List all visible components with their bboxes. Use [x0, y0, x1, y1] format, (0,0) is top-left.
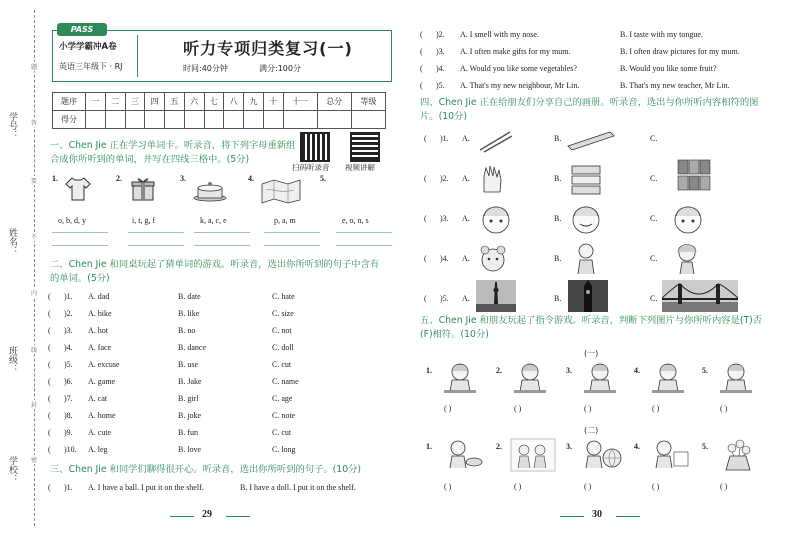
- answer-blank[interactable]: ( ): [720, 404, 728, 413]
- score-table-cell: 题序: [53, 93, 86, 111]
- question-row[interactable]: ( )1. A. dad B. date C. hate: [48, 292, 295, 301]
- gift-picture: [130, 176, 156, 202]
- page-title: 听力专项归类复习(一): [183, 39, 353, 58]
- option-b[interactable]: B. girl: [178, 394, 199, 403]
- score-input-cell[interactable]: [145, 111, 165, 129]
- grade-label: 英语三年级下 · RJ: [59, 62, 123, 71]
- item-number: 5.: [702, 366, 708, 375]
- option-b[interactable]: B. I taste with my tongue.: [620, 30, 703, 39]
- question-number: )9.: [64, 428, 73, 437]
- question-row[interactable]: ( )7. A. cat B. girl C. age: [48, 394, 293, 403]
- score-table-cell: 五: [165, 93, 185, 111]
- seal-char: 内: [31, 290, 38, 297]
- girl-picture: [672, 242, 702, 276]
- option-b[interactable]: B. I have a doll. I put it on the shelf.: [240, 483, 356, 492]
- seal-char: 题: [31, 64, 38, 71]
- option-c[interactable]: C. note: [272, 411, 296, 420]
- seal-char: 封: [31, 402, 38, 409]
- option-a[interactable]: A.: [462, 254, 470, 263]
- answer-blank[interactable]: ( ): [444, 482, 452, 491]
- section2-title: 二、Chen Jie 和同桌玩起了猜单词的游戏。听录音，选出你所听到的句子中含有的单词。(5分): [50, 259, 380, 284]
- question-row[interactable]: ( )8. A. home B. joke C. note: [48, 411, 296, 420]
- option-c[interactable]: C. not: [272, 326, 292, 335]
- question-number: )4.: [436, 64, 445, 73]
- option-c[interactable]: C. hate: [272, 292, 295, 301]
- score-input-cell[interactable]: [263, 111, 283, 129]
- question-row[interactable]: ( )4. A. B. C.: [424, 248, 774, 288]
- section4-list: [424, 128, 774, 328]
- letters: p, a, m: [274, 216, 296, 225]
- score-table-cell: 等级: [351, 93, 385, 111]
- score-input-cell[interactable]: [224, 111, 244, 129]
- score-input-cell[interactable]: [184, 111, 204, 129]
- girl-at-desk-picture: [716, 362, 756, 396]
- cake-picture: [192, 180, 228, 202]
- score-table-cell: 十: [263, 93, 283, 111]
- question-row[interactable]: ( )10. A. leg B. love C. long: [48, 445, 296, 454]
- option-b[interactable]: B.: [554, 174, 562, 183]
- question-row[interactable]: ( )5. A. excuse B. use C. cut: [48, 360, 292, 369]
- question-number: )1.: [64, 292, 73, 301]
- score-table-cell: 三: [125, 93, 145, 111]
- option-c[interactable]: C. cut: [272, 428, 292, 437]
- option-b[interactable]: B. dance: [178, 343, 206, 352]
- clock-tower-photo: [568, 280, 608, 312]
- option-b[interactable]: B. fun: [178, 428, 198, 437]
- option-b[interactable]: B.: [554, 294, 562, 303]
- answer-blank[interactable]: ( ): [514, 404, 522, 413]
- map-picture: [260, 178, 302, 204]
- girl-cooking-picture: [440, 438, 484, 472]
- question-row[interactable]: ( )6. A. game B. Jake C. name: [48, 377, 299, 386]
- question-row[interactable]: ( )2. A. B. C.: [424, 168, 774, 208]
- section1-title: 一、Chen Jie 正在学习单词卡。听录音，将下列字母重新组合成你所听到的单词，并写在四线三格中。(5分): [50, 140, 296, 165]
- tower-photo: [476, 280, 516, 312]
- question-number: )4.: [64, 343, 73, 352]
- score-input-cell[interactable]: [125, 111, 145, 129]
- pencils-picture: [568, 162, 604, 196]
- option-a[interactable]: A.: [462, 294, 470, 303]
- ruler-picture: [566, 130, 616, 150]
- part-label-1: (一): [584, 349, 599, 358]
- question-number: )1.: [64, 483, 73, 492]
- writing-lines[interactable]: [336, 232, 392, 246]
- question-number: )5.: [436, 81, 445, 90]
- letters: k, a, c, e: [200, 216, 227, 225]
- option-b[interactable]: B. date: [178, 292, 201, 301]
- option-b[interactable]: B.: [554, 214, 562, 223]
- option-a[interactable]: A. I often make gifts for my mum.: [460, 47, 571, 56]
- class-label: 班级：: [7, 346, 17, 373]
- option-c[interactable]: C.: [650, 254, 658, 263]
- item-number: 4.: [634, 366, 640, 375]
- question-number: )10.: [64, 445, 77, 454]
- full-score-label: 满分:100分: [259, 64, 301, 73]
- option-c[interactable]: C. long: [272, 445, 296, 454]
- question-number: )4.: [440, 254, 449, 263]
- option-a[interactable]: A. cute: [88, 428, 112, 437]
- seal-char: 线: [31, 347, 38, 354]
- option-b[interactable]: B. I often draw pictures for my mum.: [620, 47, 740, 56]
- flowers-picture: [718, 438, 758, 472]
- header-box: [52, 25, 392, 82]
- score-input-cell[interactable]: [283, 111, 317, 129]
- option-b[interactable]: B.: [554, 134, 562, 143]
- question-number: )3.: [440, 214, 449, 223]
- score-table-score-row: [53, 111, 386, 129]
- option-c[interactable]: C. name: [272, 377, 299, 386]
- option-a[interactable]: A. bike: [88, 309, 112, 318]
- student-id-label: 学号：: [7, 112, 17, 139]
- question-row[interactable]: ( )5. A. B. C.: [424, 288, 774, 328]
- option-b[interactable]: B. That's my new teacher, Mr Lin.: [620, 81, 730, 90]
- question-row[interactable]: ( )3. A. B. C.: [424, 208, 774, 248]
- score-table-cell: 总分: [317, 93, 351, 111]
- part1-row: [424, 362, 774, 422]
- item-number: 2.: [496, 442, 502, 451]
- item-number: 2.: [116, 174, 122, 183]
- item-number: 4.: [634, 442, 640, 451]
- answer-blank[interactable]: ( ): [652, 404, 660, 413]
- bridge-photo: [662, 280, 738, 312]
- writing-lines[interactable]: [194, 232, 250, 246]
- option-b[interactable]: B. love: [178, 445, 202, 454]
- question-row[interactable]: ( )4. A. Would you like some vegetables? B. Would you like some fruit?: [420, 64, 717, 73]
- animal-picture: [476, 244, 510, 274]
- section1-item: [52, 174, 116, 249]
- score-input-cell[interactable]: [317, 111, 351, 129]
- seal-char: 答: [31, 120, 38, 127]
- letters: e, o, n, s: [342, 216, 369, 225]
- hand-picture: [476, 164, 510, 194]
- part2-row: [424, 438, 774, 500]
- option-a[interactable]: A. home: [88, 411, 116, 420]
- item-number: 2.: [496, 366, 502, 375]
- part-label-2: (二): [584, 426, 599, 435]
- option-a[interactable]: A. leg: [88, 445, 108, 454]
- girl-at-desk-picture: [648, 362, 688, 396]
- option-b[interactable]: B. like: [178, 309, 200, 318]
- question-number: )8.: [64, 411, 73, 420]
- option-c[interactable]: C.: [650, 294, 658, 303]
- question-number: )2.: [440, 174, 449, 183]
- option-a[interactable]: A. game: [88, 377, 116, 386]
- score-row-label: 得分: [53, 111, 86, 129]
- option-c[interactable]: C. age: [272, 394, 293, 403]
- question-number: )7.: [64, 394, 73, 403]
- section1-item: [248, 174, 318, 249]
- item-number: 5.: [320, 174, 326, 183]
- seal-char: 不: [31, 234, 38, 241]
- dashed-seal-line: [34, 10, 35, 526]
- answer-blank[interactable]: ( ): [514, 482, 522, 491]
- section5-title: 五、Chen Jie 和朋友玩起了指令游戏。听录音，判断下列图片与你所听内容是(T)否(F)相符。(10分): [420, 315, 763, 340]
- option-a[interactable]: A.: [462, 134, 470, 143]
- item-number: 1.: [426, 442, 432, 451]
- item-number: 1.: [426, 366, 432, 375]
- option-c[interactable]: C. cut: [272, 360, 292, 369]
- score-table-cell: 四: [145, 93, 165, 111]
- question-number: )2.: [64, 309, 73, 318]
- chopsticks-picture: [476, 128, 516, 154]
- girl-face-picture: [568, 202, 604, 236]
- answer-blank[interactable]: ( ): [652, 482, 660, 491]
- section4-title: 四、Chen Jie 正在给朋友们分享自己的画册。听录音，选出与你所听内容相符的图片。(10分): [420, 97, 759, 122]
- score-table-cell: 七: [204, 93, 224, 111]
- girl-with-globe-picture: [580, 438, 624, 472]
- item-number: 3.: [566, 366, 572, 375]
- writing-lines[interactable]: [264, 232, 320, 246]
- answer-blank[interactable]: ( ): [720, 482, 728, 491]
- name-label: 姓名：: [7, 228, 17, 255]
- girl-at-desk-picture: [440, 362, 480, 396]
- option-c[interactable]: C. size: [272, 309, 294, 318]
- item-number: 5.: [702, 442, 708, 451]
- score-table-cell: 九: [244, 93, 264, 111]
- answer-blank[interactable]: ( ): [584, 404, 592, 413]
- writing-lines[interactable]: [52, 232, 108, 246]
- question-row[interactable]: ( )5. A. That's my new neighbour, Mr Lin. B. That's my new teacher, Mr Lin.: [420, 81, 730, 90]
- series-name: 小学学霸冲A卷: [59, 42, 117, 52]
- question-number: )3.: [64, 326, 73, 335]
- question-row[interactable]: ( )2. A. bike B. like C. size: [48, 309, 294, 318]
- option-a[interactable]: A. Would you like some vegetables?: [460, 64, 577, 73]
- option-a[interactable]: A.: [462, 174, 470, 183]
- question-row[interactable]: ( )1. A. I have a ball. I put it on the shelf. B. I have a doll. I put it on the shelf.: [48, 483, 356, 492]
- option-a[interactable]: A. excuse: [88, 360, 120, 369]
- girl-at-desk-picture: [510, 362, 550, 396]
- family-picture: [510, 438, 556, 472]
- girl-drawing-picture: [648, 438, 692, 472]
- question-number: )5.: [440, 294, 449, 303]
- option-a[interactable]: A. That's my new neighbour, Mr Lin.: [460, 81, 580, 90]
- answer-blank[interactable]: ( ): [584, 482, 592, 491]
- header-divider: [137, 35, 138, 77]
- time-label: 时间:40分钟: [183, 64, 228, 73]
- item-number: 3.: [566, 442, 572, 451]
- boy-picture: [572, 242, 600, 276]
- shirt-picture: [64, 176, 92, 202]
- girl-at-desk-picture: [580, 362, 620, 396]
- score-input-cell[interactable]: [165, 111, 185, 129]
- score-table-cell: 二: [105, 93, 125, 111]
- qr-code-audio[interactable]: [300, 132, 330, 162]
- qr-label-audio: 扫码听录音: [292, 163, 330, 172]
- score-input-cell[interactable]: [244, 111, 264, 129]
- option-b[interactable]: B. Would you like some fruit?: [620, 64, 717, 73]
- option-a[interactable]: A. I smell with my nose.: [460, 30, 539, 39]
- option-a[interactable]: A. hot: [88, 326, 108, 335]
- question-number: )5.: [64, 360, 73, 369]
- option-b[interactable]: B.: [554, 254, 562, 263]
- option-a[interactable]: A. I have a ball. I put it on the shelf.: [88, 483, 204, 492]
- writing-lines[interactable]: [128, 232, 184, 246]
- seal-char: 密: [31, 457, 38, 464]
- question-row[interactable]: ( )3. A. hot B. no C. not: [48, 326, 292, 335]
- score-table-cell: 十一: [283, 93, 317, 111]
- page-number-right: 30: [560, 508, 640, 524]
- option-c[interactable]: C. doll: [272, 343, 294, 352]
- item-number: 4.: [248, 174, 254, 183]
- girl-face-picture: [478, 202, 514, 236]
- letters: i, t, g, f: [132, 216, 156, 225]
- question-row[interactable]: ( )1. A. B. C.: [424, 128, 774, 168]
- option-b[interactable]: B. Jake: [178, 377, 202, 386]
- seal-char: 要: [31, 178, 38, 185]
- books-picture: [676, 158, 722, 194]
- letters: o, b, d, y: [58, 216, 86, 225]
- score-input-cell[interactable]: [351, 111, 385, 129]
- option-b[interactable]: B. use: [178, 360, 198, 369]
- question-row[interactable]: ( )2. A. I smell with my nose. B. I taste with my tongue.: [420, 30, 703, 39]
- section2-list: [48, 292, 388, 462]
- section3-title: 三、Chen Jie 和同学们聊得很开心。听录音，选出你所听到的句子。(10分): [50, 464, 362, 475]
- option-a[interactable]: A. cat: [88, 394, 108, 403]
- item-number: 3.: [180, 174, 186, 183]
- girl-face-picture: [670, 202, 706, 236]
- score-input-cell[interactable]: [204, 111, 224, 129]
- section1-item: [116, 174, 180, 249]
- question-row[interactable]: ( )3. A. I often make gifts for my mum. B. I often draw pictures for my mum.: [420, 47, 740, 56]
- option-a[interactable]: A. dad: [88, 292, 110, 301]
- score-table-cell: 六: [184, 93, 204, 111]
- question-number: )6.: [64, 377, 73, 386]
- option-b[interactable]: B. no: [178, 326, 196, 335]
- question-number: )2.: [436, 30, 445, 39]
- brand-logo: PASS: [57, 23, 107, 36]
- page-number-left: 29: [170, 508, 250, 524]
- score-input-cell[interactable]: [86, 111, 106, 129]
- question-row[interactable]: ( )9. A. cute B. fun C. cut: [48, 428, 292, 437]
- section1-item: [318, 174, 390, 249]
- option-a[interactable]: A.: [462, 214, 470, 223]
- question-row[interactable]: ( )4. A. face B. dance C. doll: [48, 343, 294, 352]
- score-input-cell[interactable]: [105, 111, 125, 129]
- qr-label-video: 视频讲解: [345, 163, 375, 172]
- answer-blank[interactable]: ( ): [444, 404, 452, 413]
- option-c[interactable]: C.: [650, 214, 658, 223]
- binding-gutter: [0, 0, 42, 536]
- score-table: [52, 92, 386, 129]
- option-b[interactable]: B. joke: [178, 411, 202, 420]
- section1-item: [180, 174, 250, 249]
- question-number: )3.: [436, 47, 445, 56]
- score-table-header-row: [53, 93, 386, 111]
- option-c[interactable]: C.: [650, 134, 658, 143]
- option-c[interactable]: C.: [650, 174, 658, 183]
- score-table-cell: 一: [86, 93, 106, 111]
- option-a[interactable]: A. face: [88, 343, 112, 352]
- school-label: 学校：: [7, 456, 17, 483]
- qr-code-video[interactable]: [350, 132, 380, 162]
- section3-continued: [420, 30, 780, 98]
- question-number: )1.: [440, 134, 449, 143]
- score-table-cell: 八: [224, 93, 244, 111]
- item-number: 1.: [52, 174, 58, 183]
